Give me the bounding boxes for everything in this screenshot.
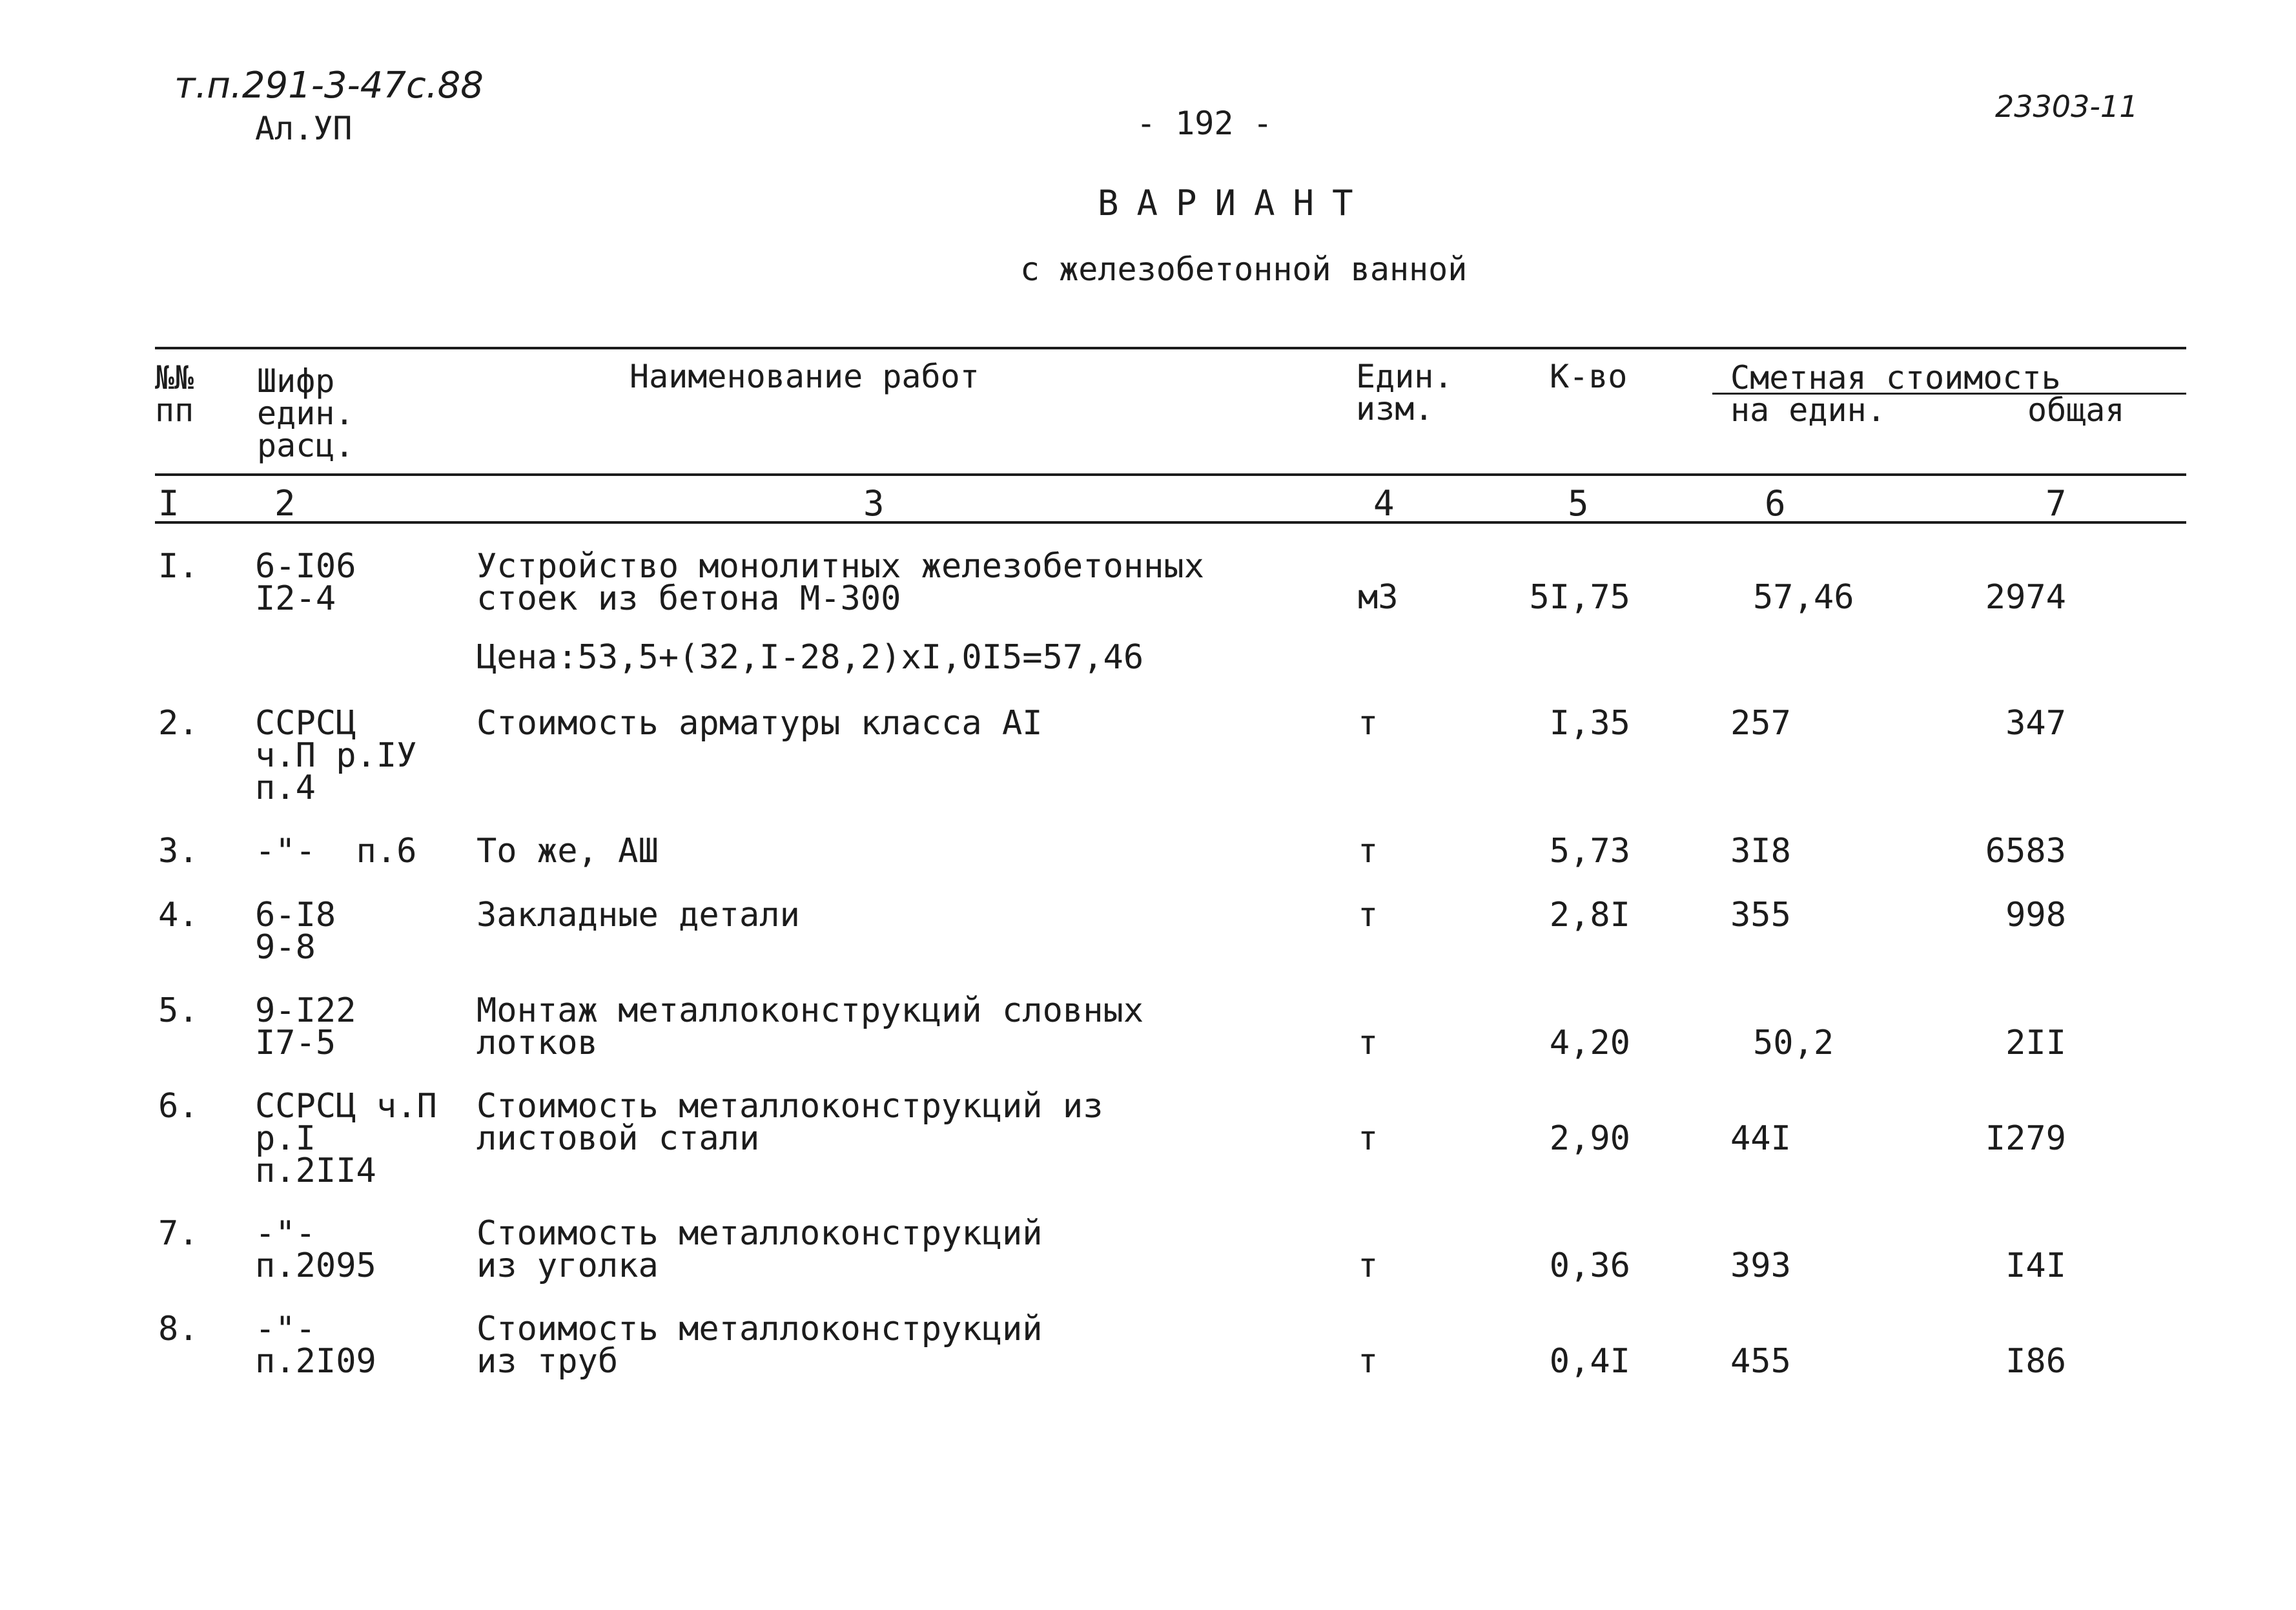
row-total: I279 (1985, 1119, 2066, 1158)
row-unit-price: 57,46 (1753, 578, 1854, 617)
row-unit: т (1358, 704, 1379, 743)
row-qty: 5,73 (1549, 832, 1630, 871)
row-no: 6. (158, 1087, 199, 1126)
header-name: Наименование работ (630, 358, 979, 395)
column-number: 3 (863, 483, 885, 524)
row-code: 9-I22 I7-5 (255, 991, 356, 1062)
row-code: ССРСЦ ч.П р.I п.2II4 (255, 1087, 437, 1190)
header-code: Шифр един. расц. (257, 362, 354, 464)
header-cost-total: общая (2027, 391, 2125, 429)
row-total: 6583 (1985, 832, 2066, 871)
row-unit: т (1358, 1024, 1379, 1062)
row-qty: 5I,75 (1529, 578, 1630, 617)
row-code: -"- п.2I09 (255, 1310, 376, 1381)
row-no: 7. (158, 1214, 199, 1253)
row-code: -"- п.6 (255, 832, 417, 871)
column-number: 4 (1373, 483, 1395, 524)
row-unit: т (1358, 1342, 1379, 1381)
column-number: 6 (1765, 483, 1786, 524)
row-name: То же, АШ (477, 832, 659, 871)
row-unit-price: 44I (1730, 1119, 1791, 1158)
row-name: Стоимость металлоконструкций из труб (477, 1310, 1043, 1381)
row-name: Монтаж металлоконструкций словных лотков (477, 991, 1144, 1062)
row-total: 998 (2005, 896, 2066, 934)
row-unit-price: 355 (1730, 896, 1791, 934)
row-unit: м3 (1358, 578, 1399, 617)
header-cost-unit: на един. (1730, 391, 1886, 429)
archive-stamp: 23303-11 (1995, 89, 2138, 124)
row-unit-price: 257 (1730, 704, 1791, 743)
row-no: 3. (158, 832, 199, 871)
header-bottom-rule (155, 473, 2186, 476)
column-number: 5 (1568, 483, 1589, 524)
row-unit-price: 3I8 (1730, 832, 1791, 871)
row-qty: 0,4I (1549, 1342, 1630, 1381)
row-name: Устройство монолитных железобетонных стоек из бетона М-300 (477, 547, 1205, 618)
row-no: 2. (158, 704, 199, 743)
column-number: 2 (274, 483, 296, 524)
row-total: I4I (2005, 1246, 2066, 1285)
row-total: I86 (2005, 1342, 2066, 1381)
project-code: т.п.291-3-47с.88 (174, 65, 484, 107)
row-qty: 2,90 (1549, 1119, 1630, 1158)
page-subtitle: с железобетонной ванной (1020, 251, 1468, 288)
header-unit: Един. изм. (1356, 358, 1453, 428)
row-unit: т (1358, 832, 1379, 871)
row-unit-price: 50,2 (1753, 1024, 1834, 1062)
column-number: I (158, 483, 179, 524)
row-qty: 0,36 (1549, 1246, 1630, 1285)
table-top-rule (155, 347, 2186, 349)
column-number: 7 (2045, 483, 2067, 524)
row-total: 2974 (1985, 578, 2066, 617)
row-unit: т (1358, 1246, 1379, 1285)
header-qty: К-во (1550, 358, 1628, 395)
row-no: 8. (158, 1310, 199, 1348)
row-name: Закладные детали (477, 896, 800, 934)
page-title: ВАРИАНТ (1098, 183, 1371, 223)
row-name: Стоимость металлоконструкций из уголка (477, 1214, 1043, 1285)
row-no: 5. (158, 991, 199, 1030)
row-code: -"- п.2095 (255, 1214, 376, 1285)
row-no: 4. (158, 896, 199, 934)
row-code: 6-I8 9-8 (255, 896, 336, 967)
column-numbers-rule (155, 521, 2186, 524)
row-code: 6-I06 I2-4 (255, 547, 356, 618)
row-price-note: Цена:53,5+(32,I-28,2)xI,0I5=57,46 (477, 638, 1144, 677)
header-cost-group: Сметная стоимость (1730, 359, 2061, 397)
row-total: 347 (2005, 704, 2066, 743)
row-unit-price: 393 (1730, 1246, 1791, 1285)
row-unit-price: 455 (1730, 1342, 1791, 1381)
row-no: I. (158, 547, 199, 586)
row-code: ССРСЦ ч.П р.IУ п.4 (255, 704, 417, 807)
row-qty: I,35 (1549, 704, 1630, 743)
row-name: Стоимость металлоконструкций из листовой стали (477, 1087, 1103, 1158)
page-number: - 192 - (1136, 105, 1273, 142)
row-unit: т (1358, 896, 1379, 934)
row-qty: 2,8I (1549, 896, 1630, 934)
row-qty: 4,20 (1549, 1024, 1630, 1062)
album-label: Ал.УП (255, 110, 353, 147)
row-name: Стоимость арматуры класса АI (477, 704, 1043, 743)
row-unit: т (1358, 1119, 1379, 1158)
header-no: №№ пп (155, 359, 194, 429)
row-total: 2II (2005, 1024, 2066, 1062)
